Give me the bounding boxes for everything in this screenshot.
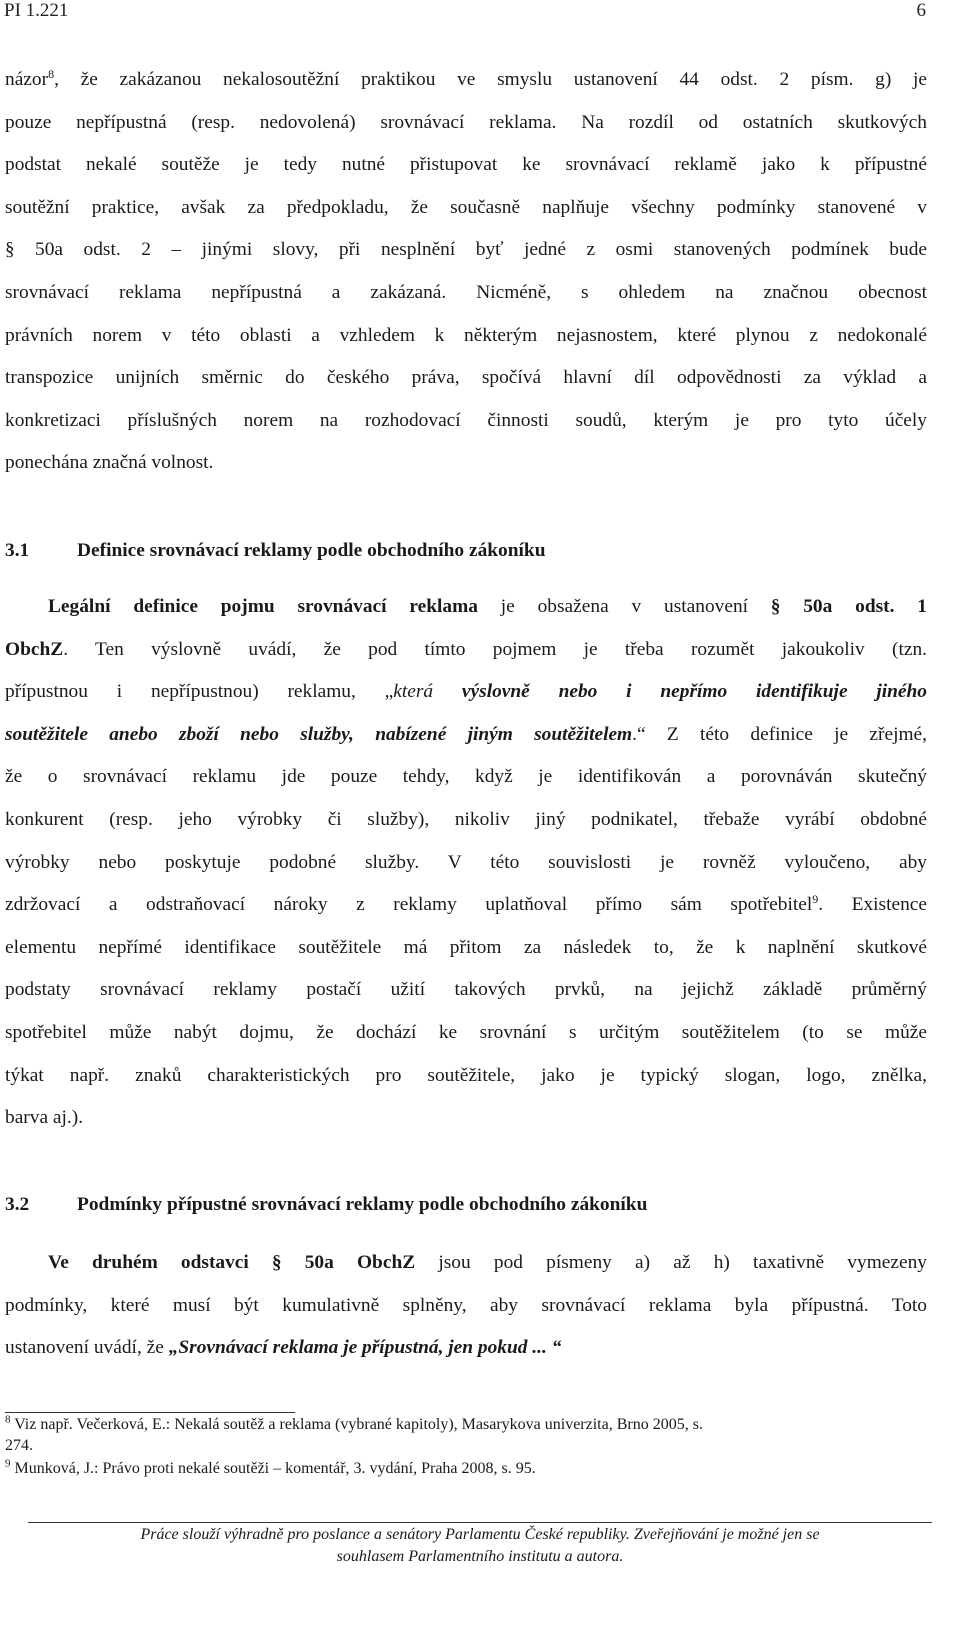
text-line: právních norem v této oblasti a vzhledem k některým nejasnostem, které plynou z nedokonalé bbox=[5, 324, 927, 346]
text-line: Legální definice pojmu srovnávací reklama je obsažena v ustanovení § 50a odst. 1 bbox=[48, 596, 928, 617]
footnote-ref-9[interactable]: 9 bbox=[812, 891, 819, 906]
text-line: konkretizaci příslušných norem na rozhodovací činnosti soudů, kterým je pro tyto účely bbox=[5, 409, 927, 431]
section-heading-3-1 bbox=[5, 540, 546, 562]
paragraph-conditions bbox=[5, 1242, 927, 1370]
text-line: barva aj.). bbox=[5, 1107, 84, 1129]
text-line: elementu nepřímé identifikace soutěžitele má přitom za následek to, že k naplnění skutkové bbox=[5, 936, 927, 958]
text-line: ustanovení uvádí, že „Srovnávací reklama je přípustná, jen pokud ... “ bbox=[5, 1337, 562, 1359]
text-line: ponechána značná volnost. bbox=[5, 452, 214, 474]
text-line: transpozice unijních směrnic do českého práva, spočívá hlavní díl odpovědnosti za výklad a bbox=[5, 367, 927, 389]
paragraph-definition bbox=[5, 586, 927, 1140]
text-line: přípustnou i nepřípustnou) reklamu, „která výslovně nebo i nepřímo identifikuje jiného bbox=[5, 681, 928, 703]
text-line: spotřebitel může nabýt dojmu, že dochází ke srovnání s určitým soutěžitelem (to se může bbox=[5, 1021, 927, 1043]
text-line: § 50a odst. 2 – jinými slovy, při nesplnění byť jedné z osmi stanovených podmínek bude bbox=[5, 239, 927, 261]
footnote-separator bbox=[5, 1412, 295, 1413]
section-title: Definice srovnávací reklamy podle obchodního zákoníku bbox=[77, 540, 546, 561]
footer-separator bbox=[28, 1522, 932, 1523]
section-heading-3-2 bbox=[5, 1194, 647, 1216]
text-line: zdržovací a odstraňovací nároky z reklamy uplatňoval přímo sám spotřebitel$^9$. Existence bbox=[5, 891, 927, 916]
footnote-9: $^9$ Munková, J.: Právo proti nekalé soutěži – komentář, 3. vydání, Praha 2008, s. 95. bbox=[5, 1457, 536, 1477]
text-line: pouze nepřípustná (resp. nedovolená) srovnávací reklama. Na rozdíl od ostatních skutkových bbox=[5, 111, 927, 133]
text-line: týkat např. znaků charakteristických pro soutěžitele, jako je typický slogan, logo, znělka, bbox=[5, 1064, 927, 1086]
footnote-ref-8[interactable]: 8 bbox=[48, 66, 55, 81]
text-line: podmínky, které musí být kumulativně splněny, aby srovnávací reklama byla přípustná. Toto bbox=[5, 1294, 927, 1316]
text-line: že o srovnávací reklamu jde pouze tehdy, když je identifikován a porovnáván skutečný bbox=[5, 766, 927, 788]
footer-line: souhlasem Parlamentního institutu a autora. bbox=[336, 1548, 624, 1565]
paragraph-intro bbox=[5, 59, 927, 485]
text-line: podstaty srovnávací reklamy postačí užití takových prvků, na jejichž základě průměrný bbox=[5, 979, 927, 1001]
text-line: ObchZ. Ten výslovně uvádí, že pod tímto pojmem je třeba rozumět jakoukoliv (tzn. bbox=[5, 638, 927, 660]
section-sign: § bbox=[5, 239, 15, 261]
footer-notice bbox=[0, 1524, 960, 1568]
text-line: soutěžní praktice, avšak za předpokladu, že současně naplňuje všechny podmínky stanovené v bbox=[5, 196, 927, 218]
text-line: soutěžitele anebo zboží nebo služby, nabízené jiným soutěžitelem.“ Z této definice je zřejmé, bbox=[5, 723, 927, 745]
document-code: PI 1.221 bbox=[4, 0, 69, 21]
text-line: konkurent (resp. jeho výrobky či služby), nikoliv jiný podnikatel, třebaže vyrábí obdobné bbox=[5, 808, 927, 830]
text-line: podstat nekalé soutěže je tedy nutné přistupovat ke srovnávací reklamě jako k přípustné bbox=[5, 154, 927, 176]
text-line: srovnávací reklama nepřípustná a zakázaná. Nicméně, s ohledem na značnou obecnost bbox=[5, 281, 927, 303]
footer-line: Práce slouží výhradně pro poslance a senátory Parlamentu České republiky. Zveřejňování je možné jen se bbox=[140, 1526, 820, 1543]
section-title: Podmínky přípustné srovnávací reklamy podle obchodního zákoníku bbox=[77, 1194, 648, 1215]
section-number: 3.1 bbox=[5, 540, 30, 561]
text-line: výrobky nebo poskytuje podobné služby. V této souvislosti je rovněž vyloučeno, aby bbox=[5, 851, 927, 873]
page-number: 6 bbox=[916, 0, 926, 21]
footnote-8: $^8$ Viz např. Večerková, E.: Nekalá soutěž a reklama (vybrané kapitoly), Masarykova univerzita, Brno 2005, s. 274. bbox=[5, 1413, 703, 1454]
text-line: názor$^8$, že zakázanou nekalosoutěžní praktikou ve smyslu ustanovení 44 odst. 2 písm. g) je bbox=[5, 66, 927, 90]
section-number: 3.2 bbox=[5, 1194, 30, 1215]
text-line: Ve druhém odstavci § 50a ObchZ jsou pod písmeny a) až h) taxativně vymezeny bbox=[48, 1252, 927, 1273]
